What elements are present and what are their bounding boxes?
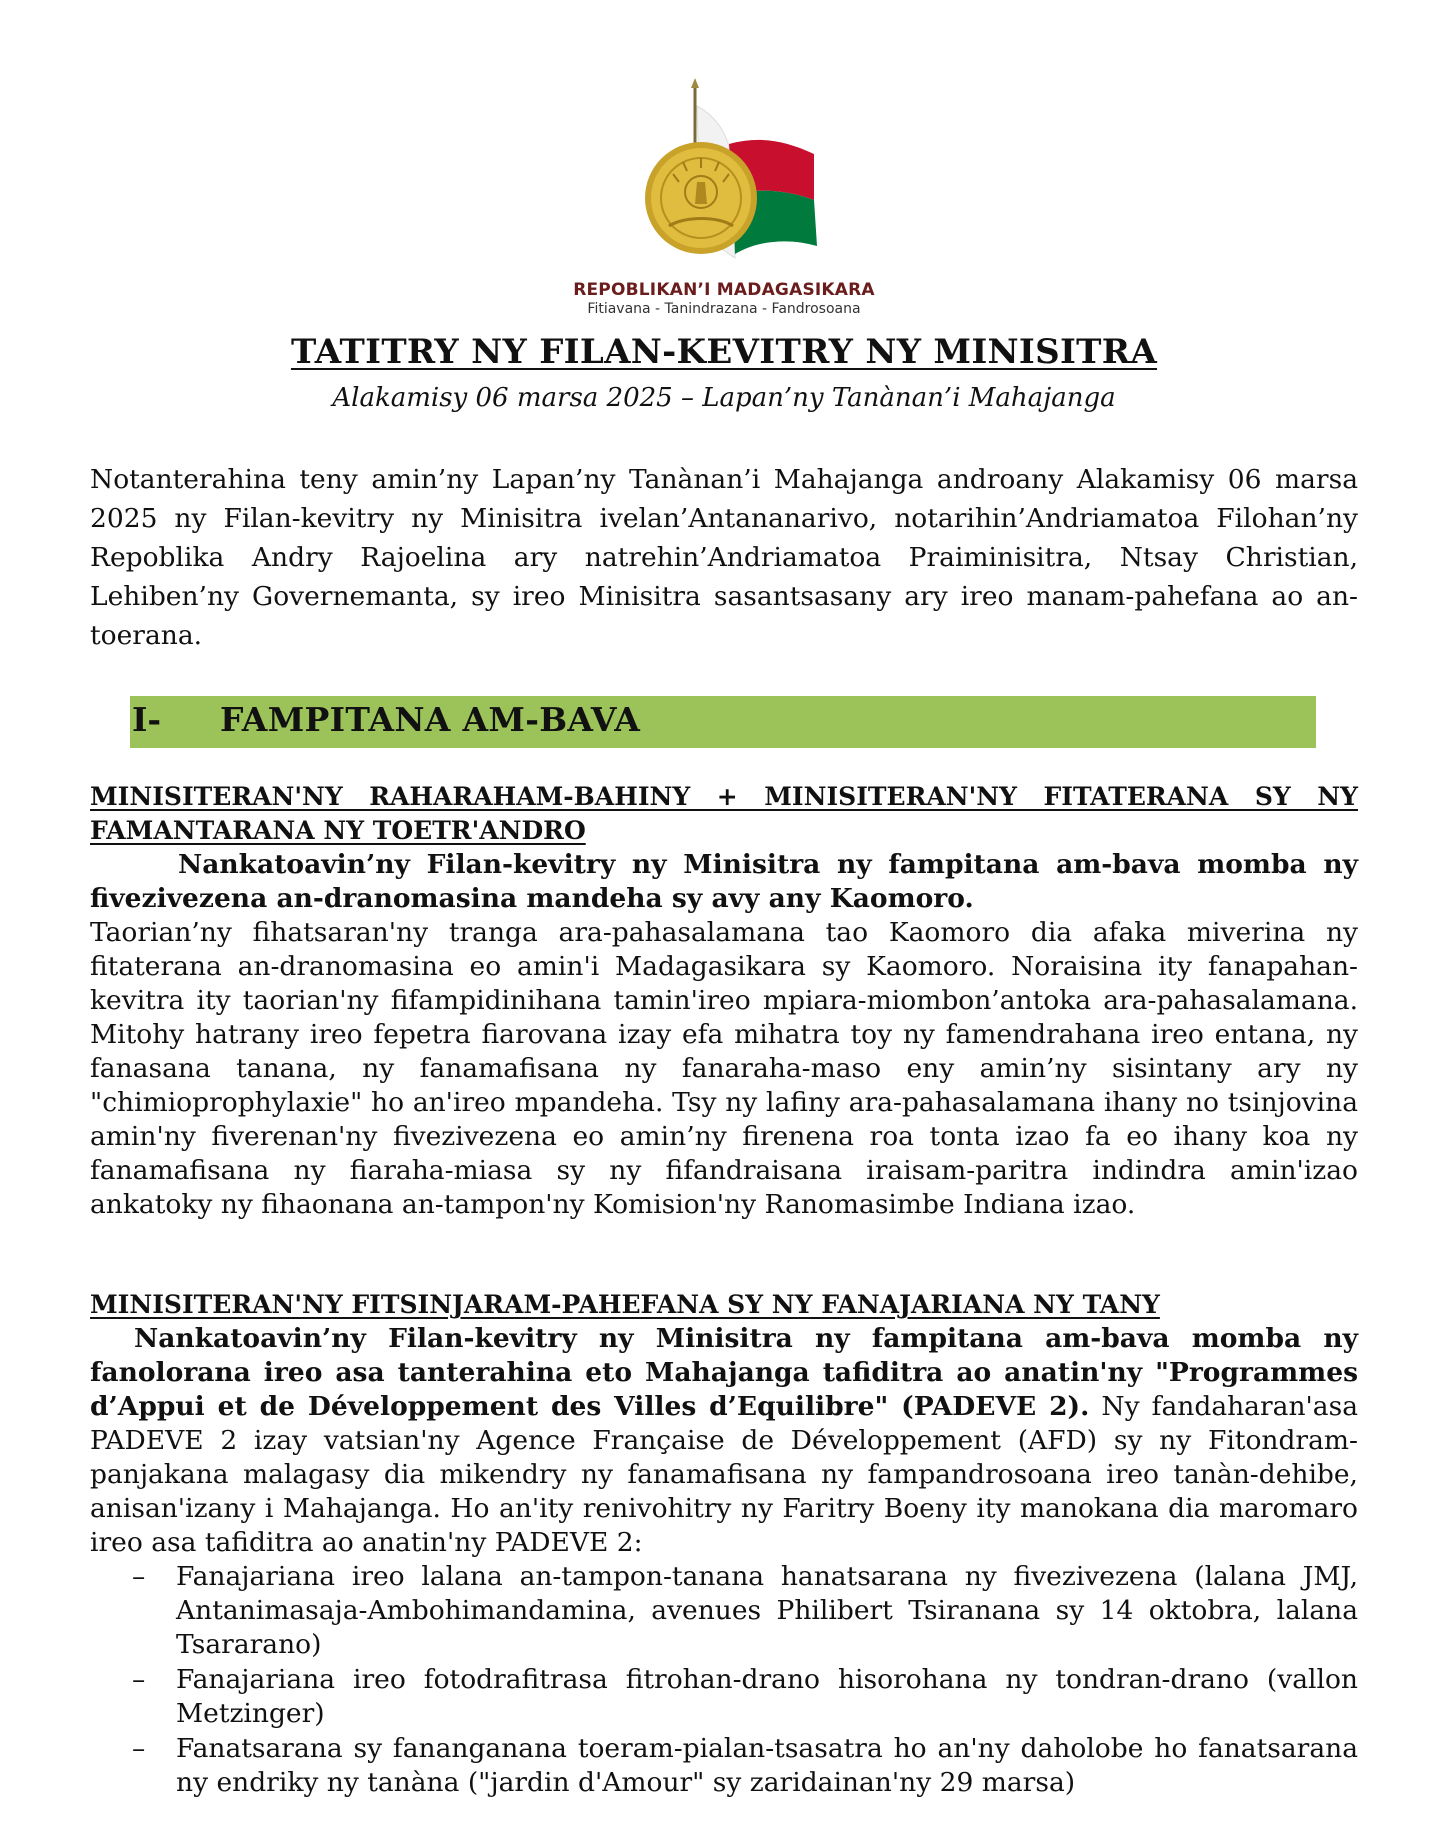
document-title-text: TATITRY NY FILAN-KEVITRY NY MINISITRA xyxy=(290,332,1158,372)
section-number: I- xyxy=(132,700,162,739)
list-item-text: Fanatsarana sy fananganana toeram-pialan-tsasatra ho an'ny daholobe ho fanatsarana ny endriky ny tanàna ("jardin d'Amour" sy zaridainan'ny 29 marsa) xyxy=(176,1733,1358,1798)
bullet-dash: – xyxy=(132,1561,146,1592)
list-item-text: Fanajariana ireo fotodrafitrasa fitrohan-drano hisorohana ny tondran-drano (vallon Metzinger) xyxy=(176,1664,1358,1729)
ministry-block-2 xyxy=(90,1288,1358,1801)
bullet-dash: – xyxy=(132,1733,146,1764)
section-header-bar xyxy=(130,696,1316,748)
republic-motto: Fitiavana - Tanindrazana - Fandrosoana xyxy=(587,301,861,317)
ministry-lead-2: Nankatoavin’ny Filan-kevitry ny Minisitra ny fampitana am-bava momba ny fanolorana ireo asa tanterahina eto Mahajanga tafiditra ao anatin'ny "Programmes d’Appui et de Développement des Villes d’Equilibre" (PADEVE 2). xyxy=(90,1323,1358,1422)
ministry-lead-1: Nankatoavin’ny Filan-kevitry ny Minisitra ny fampitana am-bava momba ny fivezivezena an-dranomasina mandeha sy avy any Kaomoro. xyxy=(90,849,1358,914)
section-title: FAMPITANA AM-BAVA xyxy=(220,700,641,739)
document-title xyxy=(0,332,1448,372)
ministry-body-2: Ny fandaharan'asa PADEVE 2 izay vatsian'ny Agence Française de Développement (AFD) sy ny Fitondram-panjakana malagasy dia mikendry ny fanamafisana ny fampandrosoana ireo tanàn-dehibe, anisan'izany i Mahajanga. Ho an'ity renivohitry ny Faritry Boeny ity manokana dia maromaro ireo asa tafiditra ao anatin'ny PADEVE 2: xyxy=(90,1391,1358,1558)
ministry-paragraph-2 xyxy=(90,1322,1358,1560)
madagascar-seal-flag-icon xyxy=(609,78,839,278)
intro-paragraph: Notanterahina teny amin’ny Lapan’ny Tanànan’i Mahajanga androany Alakamisy 06 marsa 2025 ny Filan-kevitry ny Minisitra ivelan’Antananarivo, notarihin’Andriamatoa Filohan’ny Repoblika Andry Rajoelina ary natrehin’Andriamatoa Praiminisitra, Ntsay Christian, Lehiben’ny Governemanta, sy ireo Minisitra sasantsasany ary ireo manam-pahefana ao an-toerana. xyxy=(90,464,1358,651)
ministry-body-1: Taorian’ny fihatsaran'ny tranga ara-pahasalamana tao Kaomoro dia afaka miverina ny fitaterana an-dranomasina eo amin'i Madagasikara sy Kaomoro. Noraisina ity fanapahan-kevitra ity taorian'ny fifampidinihana tamin'ireo mpiara-miombon’antoka ara-pahasalamana. Mitohy hatrany ireo fepetra fiarovana izay efa mihatra toy ny famendrahana ireo entana, ny fanasana tanana, ny fanamafisana ny fanaraha-maso eny amin’ny sisintany ary ny "chimioprophylaxie" ho an'ireo mpandeha. Tsy ny lafiny ara-pahasalamana ihany no tsinjovina amin'ny fiverenan'ny fivezivezena eo amin’ny firenena roa tonta izao fa eo ihany koa ny fanamafisana ny fiaraha-miasa sy ny fifandraisana iraisam-paritra indindra amin'izao ankatoky ny fihaonana an-tampon'ny Komision'ny Ranomasimbe Indiana izao. xyxy=(90,917,1358,1220)
list-item xyxy=(90,1732,1358,1800)
ministry-bullet-list xyxy=(90,1560,1358,1800)
ministry-heading-2 xyxy=(90,1288,1358,1322)
republic-name: REPOBLIKAN’I MADAGASIKARA xyxy=(573,280,875,300)
list-item xyxy=(90,1560,1358,1662)
document-subtitle: Alakamisy 06 marsa 2025 – Lapan’ny Tanànan’i Mahajanga xyxy=(332,383,1116,413)
header-logo xyxy=(0,78,1448,317)
ministry-block-1 xyxy=(90,780,1358,1222)
ministry-heading-1 xyxy=(90,780,1358,848)
bullet-dash: – xyxy=(132,1664,146,1695)
list-item-text: Fanajariana ireo lalana an-tampon-tanana hanatsarana ny fivezivezena (lalana JMJ, Antanimasaja-Ambohimandamina, avenues Philibert Tsiranana sy 14 oktobra, lalana Tsararano) xyxy=(176,1561,1358,1660)
list-item xyxy=(90,1663,1358,1731)
ministry-heading-2-text: MINISITERAN'NY FITSINJARAM-PAHEFANA SY NY FANAJARIANA NY TANY xyxy=(90,1290,1160,1319)
ministry-heading-1-text: MINISITERAN'NY RAHARAHAM-BAHINY + MINISITERAN'NY FITATERANA SY NY FAMANTARANA NY TOETR'ANDRO xyxy=(90,782,1358,845)
